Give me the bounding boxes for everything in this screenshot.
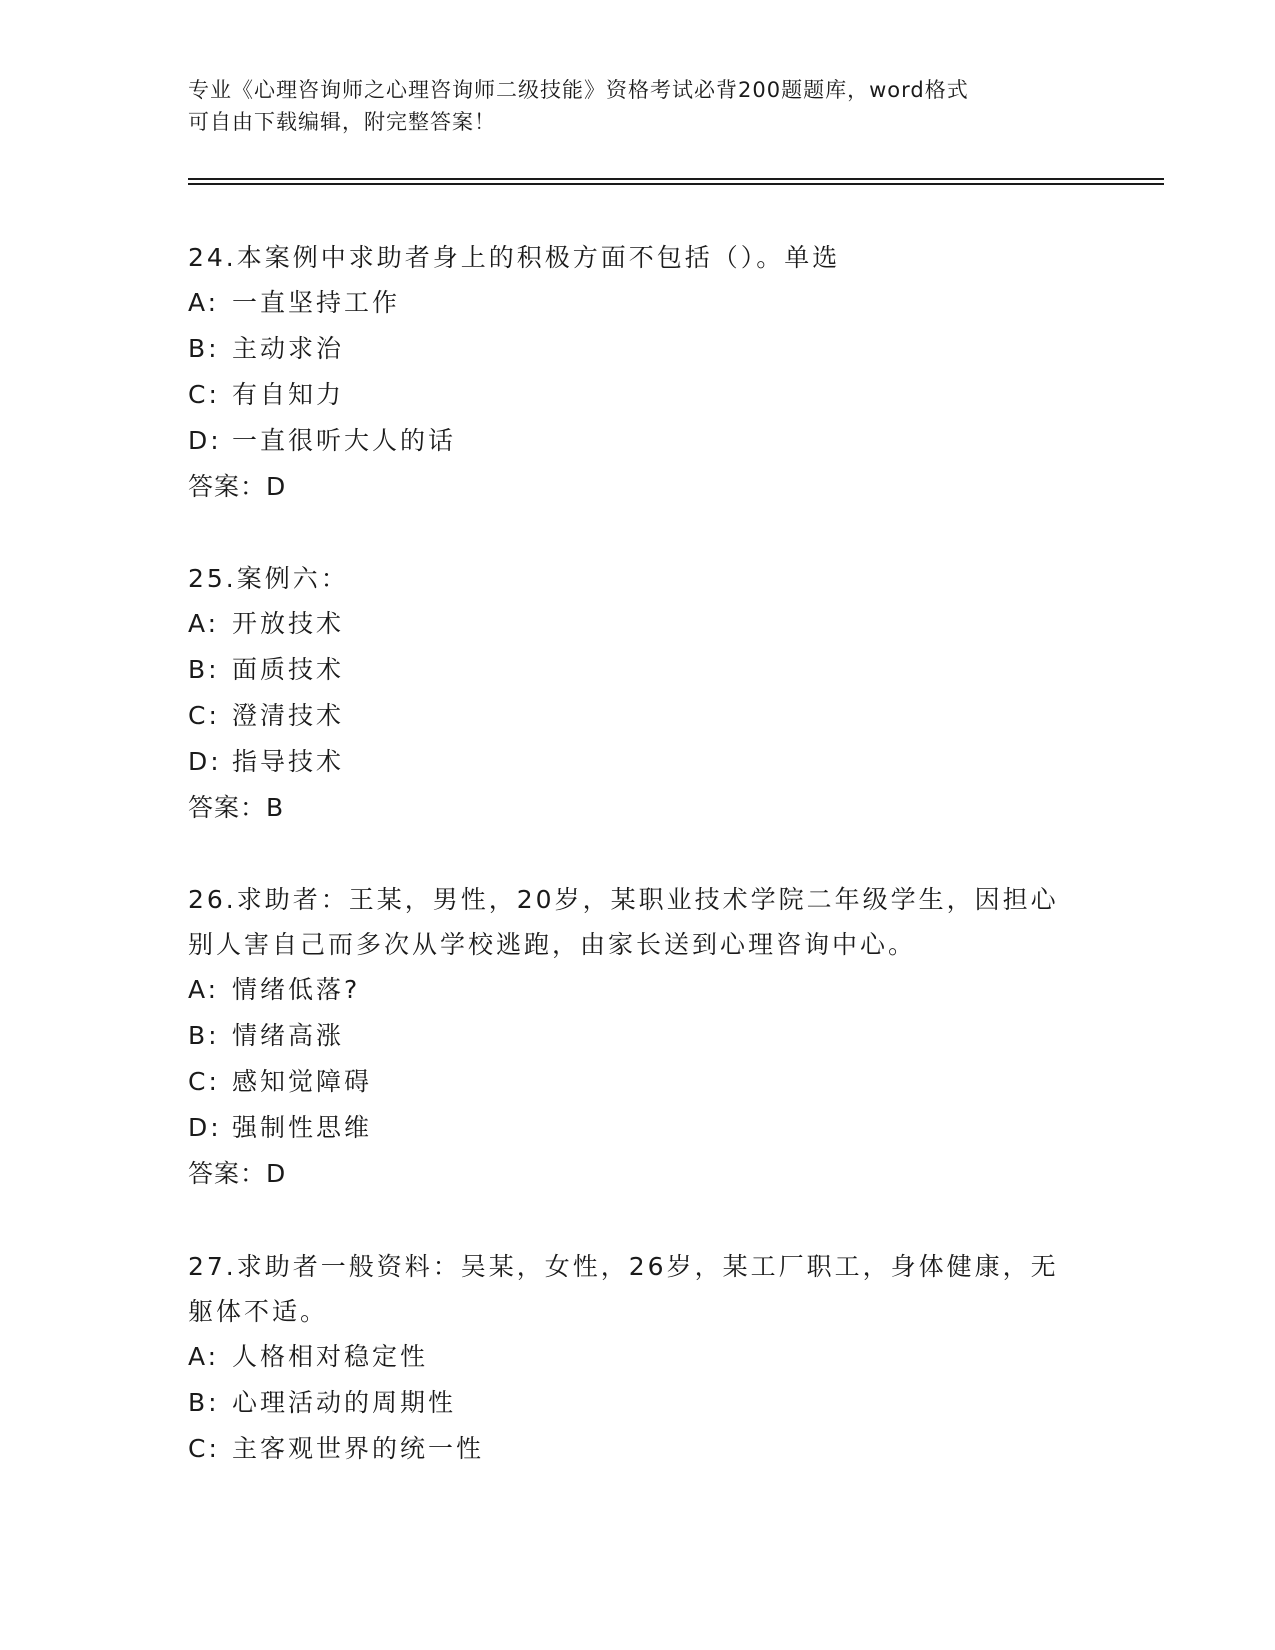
option-text: 情绪高涨	[232, 1021, 345, 1050]
question-stem-line-1: 26.求助者：王某，男性，20岁，某职业技术学院二年级学生，因担心	[188, 885, 1059, 914]
option-key: C:	[188, 1434, 220, 1463]
option-key: B:	[188, 655, 220, 684]
question-stem-line-2: 别人害自己而多次从学校逃跑，由家长送到心理咨询中心。	[188, 930, 917, 959]
option-text: 指导技术	[232, 747, 345, 776]
question-stem-line-1: 27.求助者一般资料：吴某，女性，26岁，某工厂职工，身体健康，无	[188, 1252, 1059, 1281]
question-stem: 25.案例六：	[188, 564, 349, 593]
option-key: C:	[188, 1067, 220, 1096]
option-key: A:	[188, 975, 220, 1004]
option-text: 主动求治	[232, 334, 345, 363]
option-d	[188, 1105, 1088, 1151]
option-text: 心理活动的周期性	[232, 1388, 457, 1417]
option-text: 有自知力	[232, 380, 345, 409]
option-a	[188, 967, 1088, 1013]
option-text: 开放技术	[232, 609, 345, 638]
question-stem: 24.本案例中求助者身上的积极方面不包括（）。单选	[188, 243, 841, 272]
option-b	[188, 647, 1088, 693]
option-text: 感知觉障碍	[232, 1067, 373, 1096]
document-header	[188, 74, 1068, 138]
question-stem-line-2: 躯体不适。	[188, 1297, 329, 1326]
question-25	[188, 556, 1088, 831]
option-c	[188, 1426, 1088, 1472]
answer-label: 答案：D	[188, 472, 287, 501]
option-b	[188, 1013, 1088, 1059]
option-text: 面质技术	[232, 655, 345, 684]
option-b	[188, 326, 1088, 372]
header-rule-bottom	[188, 183, 1164, 185]
option-c	[188, 693, 1088, 739]
option-key: B:	[188, 1388, 220, 1417]
question-26	[188, 877, 1088, 1197]
option-key: B:	[188, 1021, 220, 1050]
option-key: D:	[188, 426, 222, 455]
option-key: A:	[188, 1342, 220, 1371]
option-key: D:	[188, 1113, 222, 1142]
option-b	[188, 1380, 1088, 1426]
option-key: C:	[188, 380, 220, 409]
answer-label: 答案：D	[188, 1159, 287, 1188]
option-key: B:	[188, 334, 220, 363]
option-key: C:	[188, 701, 220, 730]
option-a	[188, 1334, 1088, 1380]
question-27	[188, 1244, 1088, 1472]
header-line-2: 可自由下载编辑，附完整答案！	[188, 110, 496, 134]
option-d	[188, 739, 1088, 785]
option-text: 澄清技术	[232, 701, 345, 730]
option-text: 一直很听大人的话	[232, 426, 457, 455]
answer-label: 答案：B	[188, 793, 285, 822]
option-d	[188, 418, 1088, 464]
option-text: 主客观世界的统一性	[232, 1434, 485, 1463]
option-text: 一直坚持工作	[232, 288, 401, 317]
header-line-1: 专业《心理咨询师之心理咨询师二级技能》资格考试必背200题题库，word格式	[188, 78, 969, 102]
option-a	[188, 280, 1088, 326]
option-key: A:	[188, 609, 220, 638]
option-a	[188, 601, 1088, 647]
option-c	[188, 1059, 1088, 1105]
question-24	[188, 235, 1088, 510]
option-c	[188, 372, 1088, 418]
option-key: A:	[188, 288, 220, 317]
option-key: D:	[188, 747, 222, 776]
header-rule-top	[188, 178, 1164, 180]
option-text: 人格相对稳定性	[232, 1342, 429, 1371]
option-text: 情绪低落?	[232, 975, 361, 1004]
option-text: 强制性思维	[232, 1113, 373, 1142]
